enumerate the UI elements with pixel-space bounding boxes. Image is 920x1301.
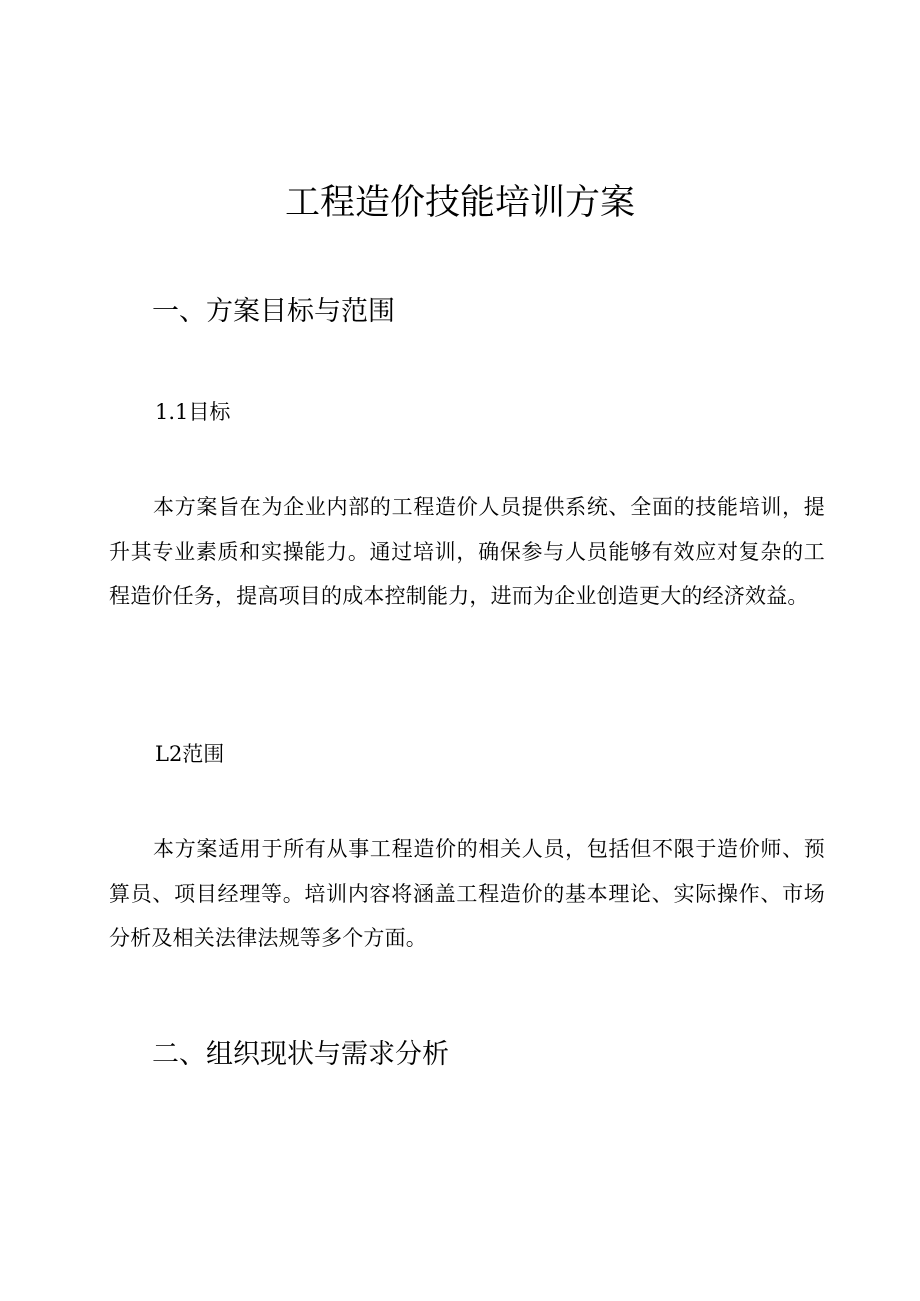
document-title: 工程造价技能培训方案: [284, 183, 635, 223]
subsection-1-1-paragraph: 本方案旨在为企业内部的工程造价人员提供系统、全面的技能培训，提升其专业素质和实操能力。通过培训，确保参与人员能够有效应对复杂的工程造价任务，提高项目的成本控制能力，进而为企业创造更大的经济效益。: [109, 495, 825, 608]
section-2-heading: 二、组织现状与需求分析: [152, 1039, 449, 1070]
section-1-heading: 一、方案目标与范围: [152, 296, 395, 327]
subsection-1-2-paragraph: 本方案适用于所有从事工程造价的相关人员，包括但不限于造价师、预算员、项目经理等。培训内容将涵盖工程造价的基本理论、实际操作、市场分析及相关法律法规等多个方面。: [109, 837, 825, 950]
subsection-1-2-heading: L2范围: [155, 742, 225, 766]
subsection-1-1-heading: 1.1目标: [155, 400, 231, 424]
